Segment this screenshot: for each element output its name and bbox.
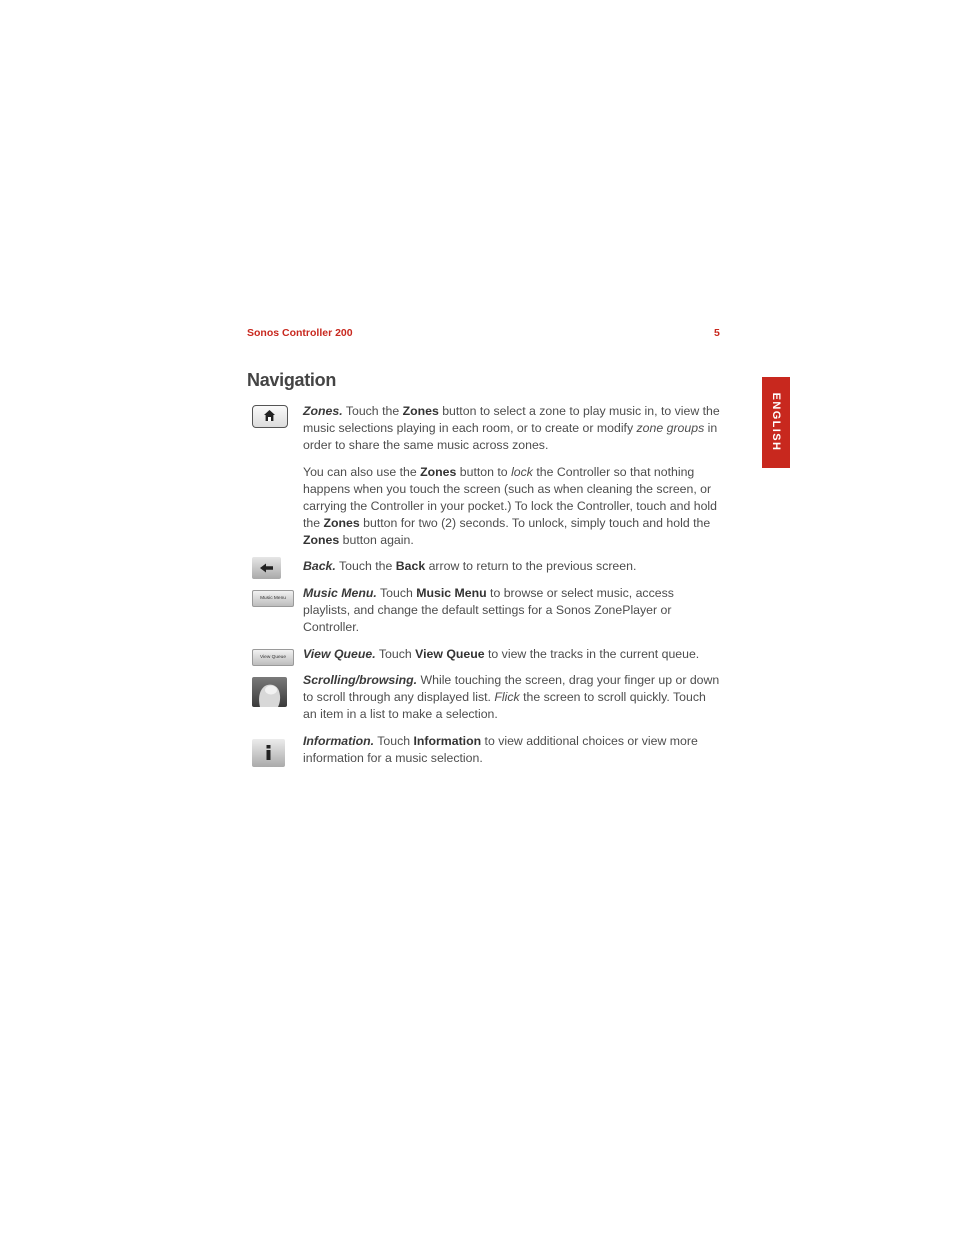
text-run: the screen to scroll quickly. Touch an item in a list to make a selection. [303, 690, 706, 722]
text-run: Touch [375, 647, 416, 661]
section-title: Navigation [247, 370, 337, 390]
text-run: button for two (2) seconds. To unlock, simply touch and hold the [359, 516, 711, 531]
term-scrolling: Scrolling/browsing. [303, 673, 418, 687]
text-run: the Controller so that nothing happens when you touch the screen (such as when cleaning the screen, or carrying the Controller in your pocket.) To lock the Controller, touch and hold the [303, 464, 717, 531]
entry-view-queue [303, 646, 721, 663]
term-back: Back. [303, 559, 336, 573]
ui-label-zones: Zones [303, 533, 340, 548]
text-run: to view additional choices or view more information for a music selection. [303, 734, 698, 766]
ui-label-view-queue: View Queue [415, 647, 485, 661]
language-tab [762, 377, 790, 468]
ui-label-back: Back [395, 559, 426, 573]
music-menu-button-icon: Music Menu [252, 590, 294, 607]
term-information: Information. [303, 734, 375, 748]
language-tab-label: ENGLISH [770, 392, 782, 452]
info-icon [252, 739, 285, 767]
home-icon [252, 405, 288, 428]
ui-label-music-menu: Music Menu [416, 586, 487, 600]
zones-paragraph-2 [303, 464, 721, 550]
ui-label-zones: Zones [323, 516, 360, 531]
italic-lock: lock [511, 464, 533, 479]
text-run: Touch the [335, 559, 396, 573]
entry-back [303, 558, 721, 575]
ui-label-information: Information [413, 734, 482, 748]
running-title: Sonos Controller 200 [247, 327, 353, 339]
ui-label-zones: Zones [402, 404, 439, 418]
text-run: to view the tracks in the current queue. [484, 647, 700, 661]
text-run: Touch [376, 586, 417, 600]
text-run: arrow to return to the previous screen. [425, 559, 637, 573]
term-view-queue: View Queue. [303, 647, 376, 661]
text-run: button to [456, 464, 512, 479]
entry-zones [303, 403, 721, 550]
text-run: You can also use the [303, 464, 421, 479]
italic-flick: Flick [494, 690, 520, 705]
back-arrow-icon [252, 557, 281, 579]
text-run: Touch the [342, 404, 403, 418]
text-run: to browse or select music, access playlists, and change the default settings for a Sonos ZonePlayer or Controller. [303, 586, 674, 635]
italic-zone-groups: zone groups [636, 421, 705, 436]
zones-paragraph-1 [303, 403, 721, 455]
view-queue-button-icon: View Queue [252, 649, 294, 666]
term-music-menu: Music Menu. [303, 586, 377, 600]
entry-scrolling [303, 672, 721, 724]
ui-label-zones: Zones [420, 464, 457, 479]
text-run: in order to share the same music across zones. [303, 421, 718, 453]
entry-music-menu [303, 585, 721, 637]
page-number: 5 [714, 327, 720, 339]
text-run: button to select a zone to play music in, to view the music selections playing in each room, or to create or modify [303, 404, 720, 436]
term-zones: Zones. [303, 404, 343, 418]
text-run: button again. [339, 533, 414, 548]
finger-touch-icon [252, 677, 287, 707]
text-run: While touching the screen, drag your finger up or down to scroll through any displayed list. [303, 673, 720, 705]
text-run: Touch [374, 734, 414, 748]
entry-information [303, 733, 721, 767]
